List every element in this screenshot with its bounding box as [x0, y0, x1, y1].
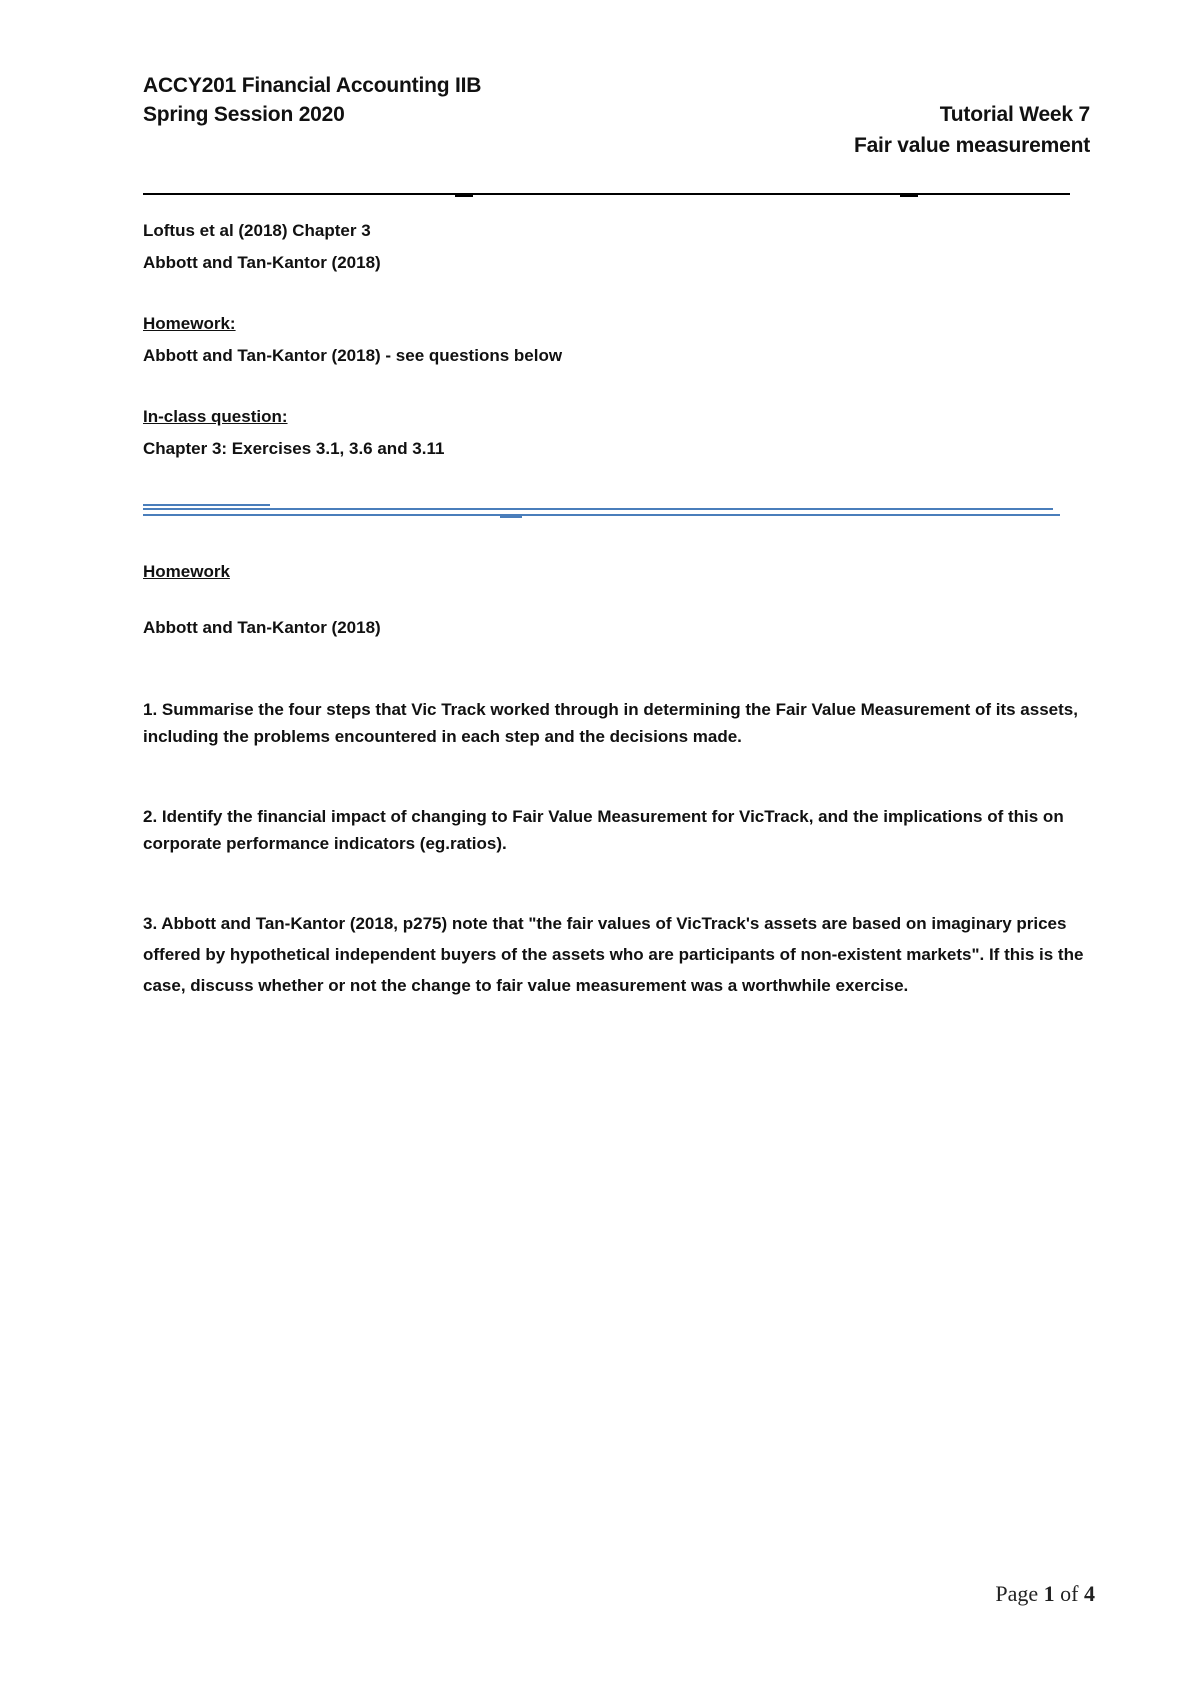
in-class-text: Chapter 3: Exercises 3.1, 3.6 and 3.11: [143, 439, 445, 458]
homework-section-heading: Homework: [143, 562, 230, 581]
course-title: ACCY201 Financial Accounting IIB: [143, 74, 482, 97]
header-divider-tick: [455, 195, 473, 197]
blue-divider-bottom: [143, 514, 1060, 516]
topic-title: Fair value measurement: [853, 134, 1090, 157]
homework-heading: Homework:: [143, 314, 236, 333]
question-1: 1. Summarise the four steps that Vic Track worked through in determining the Fair Value Measurement of its assets, including the problems encountered in each step and the decisions made.: [143, 700, 1078, 746]
homework-source: Abbott and Tan-Kantor (2018): [143, 618, 381, 637]
question-2: 2. Identify the financial impact of changing to Fair Value Measurement for VicTrack, and the implications of this on corporate performance indicators (eg.ratios).: [143, 807, 1064, 853]
reading-2: Abbott and Tan-Kantor (2018): [143, 253, 381, 272]
tutorial-week: Tutorial Week 7: [939, 103, 1090, 126]
header-divider-tick: [900, 195, 918, 197]
blue-divider-tick: [500, 516, 522, 518]
session-label: Spring Session 2020: [143, 103, 345, 126]
blue-divider-top: [143, 508, 1053, 510]
in-class-heading: In-class question:: [143, 407, 288, 426]
current-page: 1: [1043, 1581, 1055, 1606]
homework-intro-text: Abbott and Tan-Kantor (2018) - see questions below: [143, 346, 563, 365]
of-word: of: [1060, 1581, 1079, 1606]
reading-1: Loftus et al (2018) Chapter 3: [143, 221, 371, 240]
page-word: Page: [995, 1581, 1039, 1606]
page-number: [995, 1581, 1095, 1607]
blue-divider-short: [143, 504, 270, 506]
total-pages: 4: [1084, 1581, 1095, 1606]
question-3: 3. Abbott and Tan-Kantor (2018, p275) note that "the fair values of VicTrack's assets are based on imaginary prices offered by hypothetical independent buyers of the assets who are participants of non-existent markets". If this is the case, discuss whether or not the change to fair value measurement was a worthwhile exercise.: [143, 914, 1084, 995]
header-divider: [143, 193, 1070, 195]
